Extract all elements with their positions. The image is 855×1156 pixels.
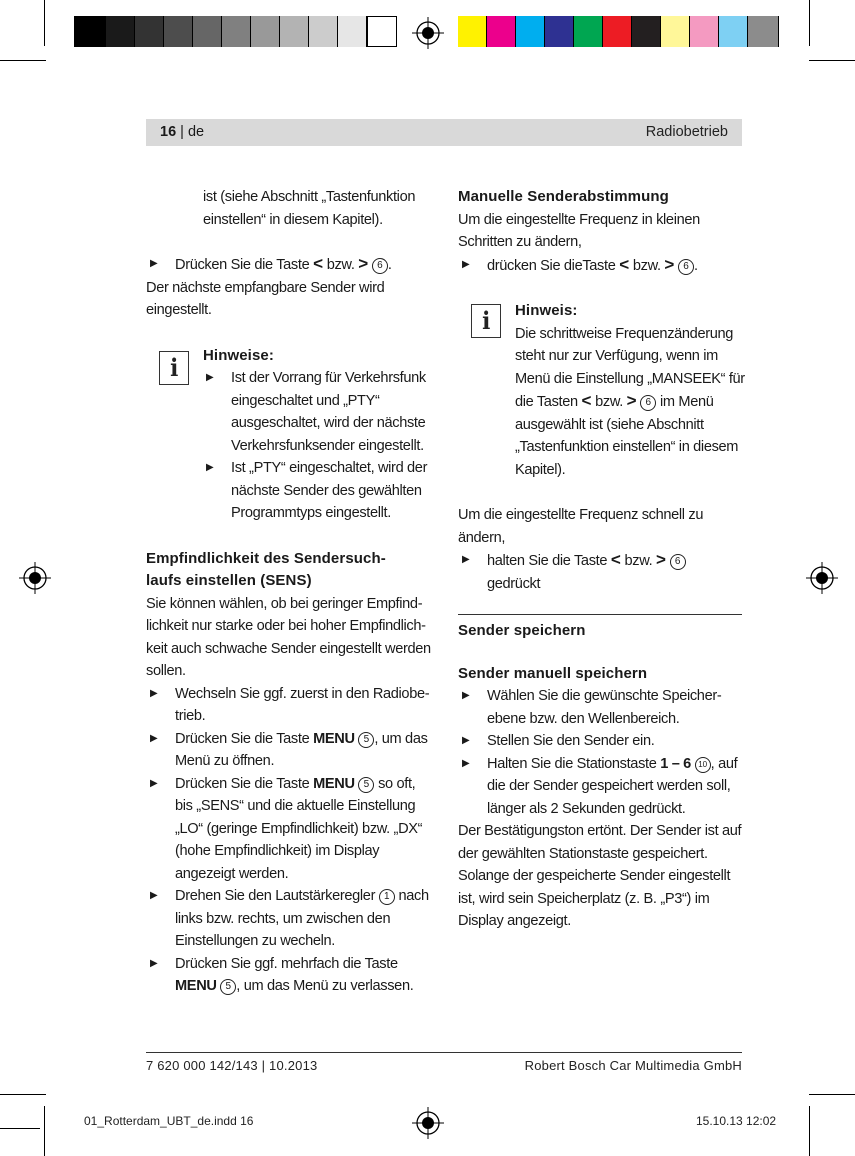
right-column: Manuelle Senderabstimmung Um die eingestellte Frequenz in kleinen Schritten zu ändern, ▶ drücken Sie dieTaste < bzw. > 6 . i Hinweis: Die schrittweise Frequenzänderung steht nur zur Verfügung, wenn im Menü die Einstellung „MANSEEK“ für die Tasten < bzw. > 6 im Menü ausgewählt ist (siehe Abschnitt „Tastenfunktion einstellen“ in diesem Kapitel). Um die eingestellte Frequenz schnell zu ändern, ▶ halten Sie die Taste < bzw. > 6 gedrückt Sender speichern Sender manuell speichern ▶ Wählen Sie die gewünschte Speicher- ebene bzw. den Wellenbereich. ▶ Stellen Sie den Sender ein. ▶ Halten Sie die Stationstaste 1 – 6 10 , auf die der Sender gespeichert werden soll, länger als 2 Sekunden gedrückt. Der Bestätigungston ertönt. Der Sender ist auf der gewählten Stationstaste gespeichert. Solange der gespeicherte Sender eingestellt ist, wird sein Speicherplatz (z. B. „P3“) im Display angezeigt.: [458, 186, 748, 933]
list-item: ▶ Stellen Sie den Sender ein.: [458, 730, 748, 753]
footer-rule: [146, 1052, 742, 1053]
section-heading: Sender speichern: [458, 622, 586, 639]
registration-mark-icon: [19, 562, 51, 594]
section-heading: Manuelle Senderabstimmung: [458, 188, 669, 205]
section-heading: Empfindlichkeit des Sendersuch-: [146, 549, 386, 567]
list-item: ▶ Wechseln Sie ggf. zuerst in den Radiobe- trieb.: [146, 683, 436, 728]
list-item: ▶ Wählen Sie die gewünschte Speicher- ebene bzw. den Wellenbereich.: [458, 685, 748, 730]
footer-doc-number: 7 620 000 142/143 | 10.2013: [146, 1058, 318, 1073]
info-icon: i: [471, 304, 501, 338]
section-title: Radiobetrieb: [645, 124, 728, 140]
section-heading: Sender manuell speichern: [458, 664, 648, 682]
section-heading: laufs einstellen (SENS): [146, 572, 312, 589]
slug-date: 15.10.13 12:02: [696, 1114, 777, 1128]
list-item: ▶ Ist der Vorrang für Verkehrsfunk eingeschaltet und „PTY“ ausgeschaltet, wird der nächste Verkehrsfunksender eingestellt.: [203, 367, 436, 457]
note-box: i Hinweis: Die schrittweise Frequenzänderung steht nur zur Verfügung, wenn im Menü die Einstellung „MANSEEK“ für die Tasten < bzw. > 6 im Menü ausgewählt ist (siehe Abschnitt „Tastenfunktion einstellen“ in diesem Kapitel).: [458, 300, 748, 481]
list-item: ▶ Halten Sie die Stationstaste 1 – 6 10 , auf die der Sender gespeichert werden soll, länger als 2 Sekunden gedrückt.: [458, 753, 748, 821]
note-title: Hinweis:: [515, 302, 578, 319]
list-item: ▶ halten Sie die Taste < bzw. > 6 gedrückt: [458, 549, 748, 595]
page-number: 16 | de: [160, 124, 205, 140]
list-item: ▶ Drücken Sie die Taste MENU 5 , um das Menü zu öffnen.: [146, 728, 436, 773]
divider: [458, 614, 742, 615]
note-box: [146, 345, 436, 525]
left-column: ist (siehe Abschnitt „Tastenfunktion einstellen“ in diesem Kapitel). ▶ Drücken Sie die Taste < bzw. > 6 . Der nächste empfangbare Sender wird eingestellt. i Hinweise: ▶ Ist der Vorrang für Verkehrsfunk eingeschaltet und „PTY“ ausgeschaltet, wird der nächste Verkehrsfunksender eingestellt. ▶ Ist „PTY“ eingeschaltet, wird der nächste Sender des gewählten Programmtyps eingestellt. Empfindlichkeit des Sendersuch- laufs einstellen (SENS) Sie können wählen, ob bei geringer Empfind- lichkeit nur starke oder bei hoher Empfindlich- keit auch schwache Sender eingestellt werden sollen. ▶ Wechseln Sie ggf. zuerst in den Radiobe- trieb. ▶ Drücken Sie die Taste MENU 5 , um das Menü zu öffnen. ▶ Drücken Sie die Taste MENU 5 so oft, bis „SENS“ und die aktuelle Einstellung „LO“ (geringe Empfindlichkeit) bzw. „DX“ (hohe Empfindlichkeit) im Display angezeigt werden. ▶ Drehen Sie den Lautstärkeregler 1 nach links bzw. rechts, um zwischen den Einstellungen zu wecheln. ▶ Drücken Sie ggf. mehrfach die Taste MENU 5 , um das Menü zu verlassen.: [146, 186, 436, 998]
registration-mark-icon: [412, 17, 444, 49]
slug-filename: 01_Rotterdam_UBT_de.indd 16: [84, 1114, 254, 1128]
continued-text: ist (siehe Abschnitt „Tastenfunktion einstellen“ in diesem Kapitel).: [203, 189, 416, 228]
registration-mark-icon: [412, 1107, 444, 1139]
registration-mark-icon: [806, 562, 838, 594]
list-item: ▶ drücken Sie dieTaste < bzw. > 6 .: [458, 254, 748, 278]
note-title: Hinweise:: [203, 346, 274, 364]
footer-company: Robert Bosch Car Multimedia GmbH: [524, 1058, 742, 1073]
list-item: ▶ Drücken Sie die Taste MENU 5 so oft, bis „SENS“ und die aktuelle Einstellung „LO“ (geringe Empfindlichkeit) bzw. „DX“ (hohe Empfindlichkeit) im Display angezeigt werden.: [146, 773, 436, 886]
list-item: ▶ Drehen Sie den Lautstärkeregler 1 nach links bzw. rechts, um zwischen den Einstellungen zu wecheln.: [146, 885, 436, 953]
list-item: ▶ Drücken Sie die Taste < bzw. > 6 .: [146, 253, 436, 277]
page-header: [146, 119, 742, 146]
list-item: ▶ Ist „PTY“ eingeschaltet, wird der nächste Sender des gewählten Programmtyps eingestellt.: [203, 457, 436, 525]
list-item: ▶ Drücken Sie ggf. mehrfach die Taste MENU 5 , um das Menü zu verlassen.: [146, 953, 436, 998]
info-icon: i: [159, 351, 189, 385]
